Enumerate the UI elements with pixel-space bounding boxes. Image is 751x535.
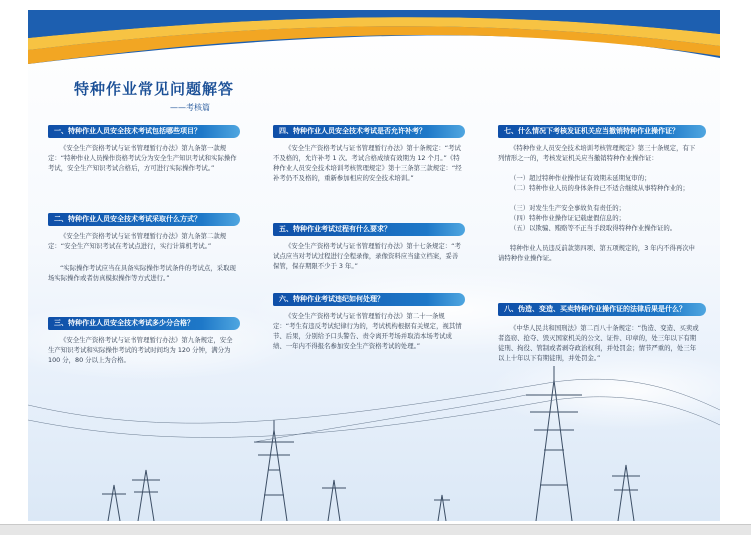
brochure-page [28, 10, 720, 521]
section-paragraph: 《安全生产资格考试与证书管理暂行办法》第九条规定，安全生产知识考试和实际操作考试的考试时间均为 120 分钟，满分为 100 分，80 分以上为合格。 [48, 336, 233, 364]
section-heading: 三、特种作业人员安全技术考试多少分合格？ [48, 317, 240, 330]
section-paragraph: （四）特种作业操作证记载虚假信息的； [510, 214, 626, 222]
section-paragraph: 《安全生产资格考试与证书管理暂行办法》第十七条规定：“考试点应当对考试过程进行全程录像，录像资料应当建立档案，妥善保管，保存期限不少于 3 年。” [273, 242, 461, 270]
section-heading: 二、特种作业人员安全技术考试采取什么方式？ [48, 213, 240, 226]
section-paragraph: （一）超过特种作业操作证有效期未延期复审的； [510, 174, 651, 182]
page-subtitle: ——考核篇 [170, 103, 210, 112]
section-heading: 六、特种作业考试违纪如何处理？ [273, 293, 465, 306]
section-paragraph: 《中华人民共和国刑法》第二百八十条规定：“伪造、变造、买卖或者盗窃、抢夺、毁灭国家机关的公文、证件、印章的，处三年以下有期徒刑、拘役、管制或者剥夺政治权利，并处罚金；情节严重的，处三年以上十年以下有期徒刑，并处罚金。” [498, 324, 699, 362]
section-heading: 八、伪造、变造、买卖特种作业操作证的法律后果是什么？ [498, 303, 706, 316]
section-paragraph: （三）对发生生产安全事故负有责任的； [510, 204, 626, 212]
section-paragraph: （二）特种作业人员的身体条件已不适合继续从事特种作业的； [510, 184, 689, 192]
bottom-border [0, 524, 751, 535]
section-heading: 一、特种作业人员安全技术考试包括哪些项目？ [48, 125, 240, 138]
section-paragraph: 《特种作业人员安全技术培训考核管理规定》第三十条规定，有下列情形之一的，考核发证机关应当撤销特种作业操作证： [498, 144, 696, 162]
section-paragraph: 《安全生产资格考试与证书管理暂行办法》第十条规定：“考试不及格的，允许补考 1 次。考试合格成绩有效期为 12 个月。”《特种作业人员安全技术培训考核管理规定》第十三条第三款规定：“经补考仍不及格的，重新参加相应的安全技术培训。” [273, 144, 462, 182]
section-heading: 七、什么情况下考核发证机关应当撤销特种作业操作证？ [498, 125, 706, 138]
page-title: 特种作业常见问题解答 [74, 80, 235, 98]
section-paragraph: 《安全生产资格考试与证书管理暂行办法》第九条第二款规定：“安全生产知识考试在考试点进行，实行计算机考试。” [48, 232, 227, 250]
section-heading: 四、特种作业人员安全技术考试是否允许补考？ [273, 125, 465, 138]
section-paragraph: 特种作业人员违反前款第四项、第五项规定的，3 年内不得再次申请特种作业操作证。 [498, 244, 696, 262]
section-paragraph: 《安全生产资格考试与证书管理暂行办法》第二十一条规定：“考生有违反考试纪律行为的，考试机构根据有关规定，视其情节、后果，分别给予口头警告、责令离开考场并取消本场考试成绩、一年内不得报名参加安全生产资格考试的处理。” [273, 312, 462, 350]
section-paragraph: 《安全生产资格考试与证书管理暂行办法》第九条第一款规定：“特种作业人员操作资格考试分为安全生产知识考试和实际操作考试，安全生产知识考试合格后，方可进行实际操作考试。” [48, 144, 237, 172]
section-paragraph: “实际操作考试应当在具备实际操作考试条件的考试点，采取现场实际操作或者仿真模拟操作等方式进行。” [48, 264, 236, 282]
section-heading: 五、特种作业考试过程有什么要求？ [273, 223, 465, 236]
section-paragraph: （五）以欺骗、贿赂等不正当手段取得特种作业操作证的。 [510, 224, 677, 232]
